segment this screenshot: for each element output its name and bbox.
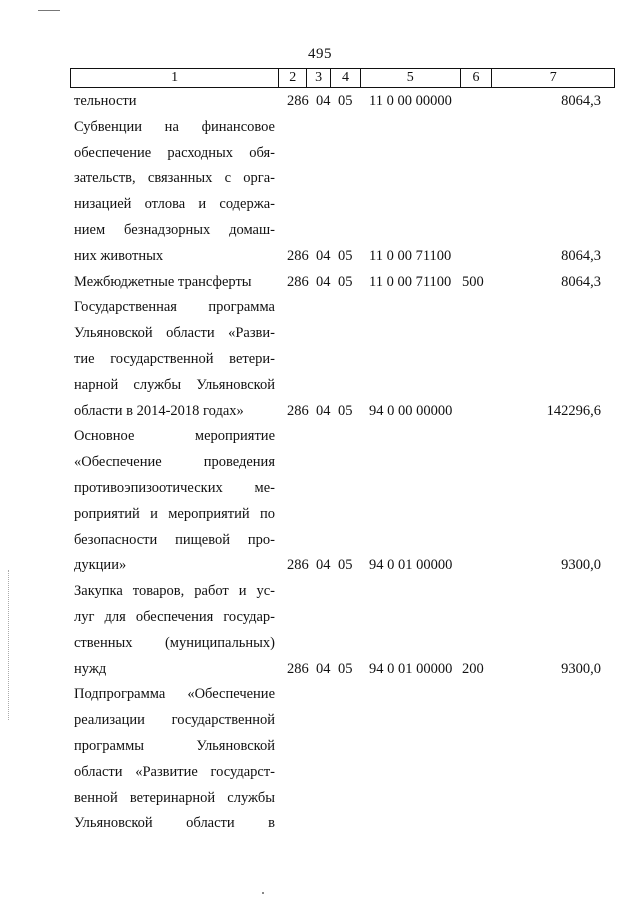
row-description	[70, 682, 279, 837]
ministry-code: 286	[287, 660, 309, 677]
header-col-4: 4	[331, 69, 361, 87]
row-codes	[279, 424, 615, 579]
description-line: Субвенции на финансовое	[74, 118, 275, 135]
amount: 8064,3	[561, 273, 601, 290]
description-line: венной ветеринарной службы	[74, 789, 275, 806]
ministry-code: 286	[287, 247, 309, 264]
target-article-code: 11 0 00 00000	[369, 93, 452, 109]
table-header	[70, 68, 615, 88]
subsection-code: 05	[338, 660, 353, 677]
description-line: них животных	[74, 247, 164, 264]
description-line: реализации государственной	[74, 712, 275, 729]
description-line: Государственная программа	[74, 299, 275, 316]
page-number: 495	[308, 46, 332, 62]
expense-type-code: 500	[462, 273, 484, 290]
header-col-1: 1	[71, 69, 279, 87]
description-line: области «Развитие государст-	[74, 763, 275, 780]
scan-dot	[262, 892, 264, 894]
section-code: 04	[316, 660, 331, 677]
section-code: 04	[316, 557, 331, 574]
ministry-code: 286	[287, 557, 309, 574]
row-codes	[279, 115, 615, 270]
ministry-code: 286	[287, 273, 309, 290]
description-line: дукции»	[74, 557, 127, 574]
description-line: тие государственной ветери-	[74, 350, 275, 367]
description-line: «Обеспечение проведения	[74, 454, 275, 471]
description-line: Ульяновской области «Разви-	[74, 325, 275, 342]
target-article-code: 11 0 00 71100	[369, 247, 452, 264]
description-line: нием безнадзорных домаш-	[74, 221, 275, 238]
description-line: нарной службы Ульяновской	[74, 376, 275, 393]
description-line: луг для обеспечения государ-	[74, 608, 275, 625]
scan-margin-marks	[8, 570, 10, 720]
description-line: Закупка товаров, работ и ус-	[74, 583, 275, 600]
table-row	[70, 89, 615, 115]
row-codes	[279, 270, 615, 296]
row-description	[70, 115, 279, 270]
description-line: ственных (муниципальных)	[74, 634, 275, 651]
amount: 8064,3	[561, 93, 601, 109]
table-row	[70, 682, 615, 837]
subsection-code: 05	[338, 247, 353, 264]
description-line: Основное мероприятие	[74, 428, 275, 445]
description-line: тельности	[74, 93, 137, 109]
subsection-code: 05	[338, 402, 353, 419]
section-code: 04	[316, 93, 331, 109]
section-code: 04	[316, 247, 331, 264]
header-col-7: 7	[549, 70, 557, 85]
target-article-code: 94 0 01 00000	[369, 660, 453, 677]
description-line: Подпрограмма «Обеспечение	[74, 686, 275, 703]
ministry-code: 286	[287, 402, 309, 419]
section-code: 04	[316, 402, 331, 419]
target-article-code: 94 0 01 00000	[369, 557, 453, 574]
amount: 9300,0	[561, 557, 601, 574]
ministry-code: 286	[287, 93, 309, 109]
row-description	[70, 270, 279, 296]
description-line: области в 2014-2018 годах»	[74, 402, 244, 419]
row-description	[70, 295, 279, 424]
row-description	[70, 579, 279, 682]
target-article-code: 94 0 00 00000	[369, 402, 453, 419]
subsection-code: 05	[338, 93, 353, 109]
header-col-2: 2	[279, 69, 307, 87]
expense-type-code: 200	[462, 660, 484, 677]
header-col-5: 5	[361, 69, 461, 87]
section-code: 04	[316, 273, 331, 290]
description-line: нужд	[74, 660, 107, 677]
amount: 142296,6	[546, 402, 601, 419]
table-row	[70, 115, 615, 270]
description-line: Ульяновской области в	[74, 815, 275, 832]
description-line: обеспечение расходных обя-	[74, 144, 275, 161]
description-line: безопасности пищевой про-	[74, 531, 275, 548]
description-line: роприятий и мероприятий по	[74, 505, 275, 522]
table-row	[70, 579, 615, 682]
scan-mark	[38, 10, 60, 11]
table-row	[70, 295, 615, 424]
description-line: программы Ульяновской	[74, 737, 275, 754]
row-codes	[279, 579, 615, 682]
table-row	[70, 424, 615, 579]
header-col-3: 3	[307, 69, 331, 87]
row-description	[70, 89, 279, 115]
target-article-code: 11 0 00 71100	[369, 273, 452, 290]
description-line: противоэпизоотических ме-	[74, 479, 275, 496]
amount: 9300,0	[561, 660, 601, 677]
row-description	[70, 424, 279, 579]
header-col-6: 6	[461, 69, 493, 87]
table-body	[70, 89, 615, 837]
description-line: зательств, связанных с орга-	[74, 170, 275, 187]
subsection-code: 05	[338, 273, 353, 290]
row-codes	[279, 295, 615, 424]
amount: 8064,3	[561, 247, 601, 264]
subsection-code: 05	[338, 557, 353, 574]
table-row	[70, 270, 615, 296]
row-codes	[279, 682, 615, 837]
description-line: низацией отлова и содержа-	[74, 196, 275, 213]
row-codes	[279, 89, 615, 115]
description-line: Межбюджетные трансферты	[74, 273, 252, 290]
